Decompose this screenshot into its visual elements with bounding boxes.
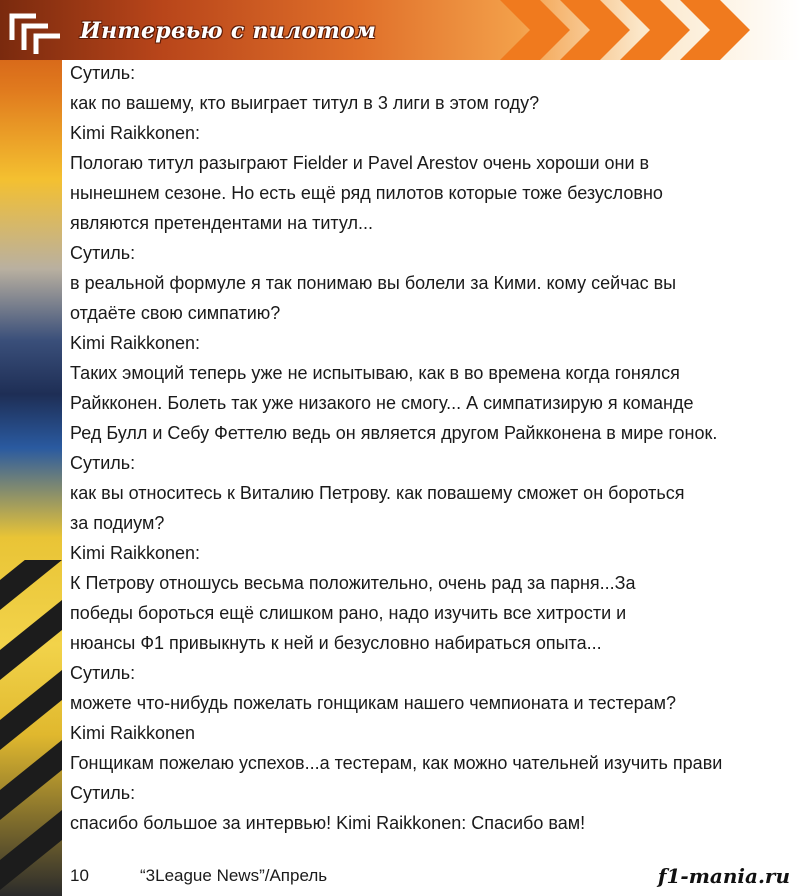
question-line: за подиум? xyxy=(70,513,165,533)
header-banner xyxy=(0,0,800,60)
stacked-corner-brackets-icon xyxy=(8,10,68,59)
answer-line: Пологаю титул разыграют Fielder и Pavel Arestov очень хороши они в xyxy=(70,153,650,173)
question-line: отдаёте свою симпатию? xyxy=(70,303,281,323)
interview-text xyxy=(62,60,800,840)
answer-line: Райкконен. Болеть так уже низакого не смогу... А симпатизирую я команде xyxy=(70,393,694,413)
site-name: f1-mania.ru xyxy=(657,864,790,888)
answer-line: Гонщикам пожелаю успехов...а тестерам, как можно чательней изучить прави xyxy=(70,753,723,773)
question-line: можете что-нибудь пожелать гонщикам нашего чемпионата и тестерам? xyxy=(70,693,677,713)
page-footer xyxy=(62,860,800,896)
speaker-label: Kimi Raikkonen xyxy=(70,723,196,743)
speaker-label: Kimi Raikkonen: xyxy=(70,123,201,143)
page-title: Интервью с пилотом xyxy=(80,18,377,44)
left-diagonal-stripes xyxy=(0,560,62,896)
orange-chevrons-icon xyxy=(500,0,760,60)
speaker-label: Сутиль: xyxy=(70,453,136,473)
speaker-label: Сутиль: xyxy=(70,783,136,803)
closing-line: спасибо большое за интервью! Kimi Raikkonen: Спасибо вам! xyxy=(70,813,586,833)
speaker-label: Kimi Raikkonen: xyxy=(70,333,201,353)
answer-line: нюансы Ф1 привыкнуть к ней и безусловно набираться опыта... xyxy=(70,633,602,653)
answer-line: К Петрову отношусь весьма положительно, очень рад за парня...За xyxy=(70,573,636,593)
question-line: как вы относитесь к Виталию Петрову. как повашему сможет он бороться xyxy=(70,483,685,503)
speaker-label: Kimi Raikkonen: xyxy=(70,543,201,563)
answer-line: являются претендентами на титул... xyxy=(70,213,373,233)
speaker-label: Сутиль: xyxy=(70,63,136,83)
publication-name: “3League News”/Апрель xyxy=(140,866,328,885)
answer-line: Таких эмоций теперь уже не испытываю, как в во времена когда гонялся xyxy=(70,363,680,383)
answer-line: победы бороться ещё слишком рано, надо изучить все хитрости и xyxy=(70,603,627,623)
answer-line: Ред Булл и Себу Феттелю ведь он является другом Райкконена в мире гонок. xyxy=(70,423,718,443)
page-number: 10 xyxy=(70,866,89,885)
question-line: в реальной формуле я так понимаю вы болели за Кими. кому сейчас вы xyxy=(70,273,677,293)
answer-line: нынешнем сезоне. Но есть ещё ряд пилотов которые тоже безусловно xyxy=(70,183,663,203)
speaker-label: Сутиль: xyxy=(70,243,136,263)
question-line: как по вашему, кто выиграет титул в 3 лиги в этом году? xyxy=(70,93,540,113)
speaker-label: Сутиль: xyxy=(70,663,136,683)
